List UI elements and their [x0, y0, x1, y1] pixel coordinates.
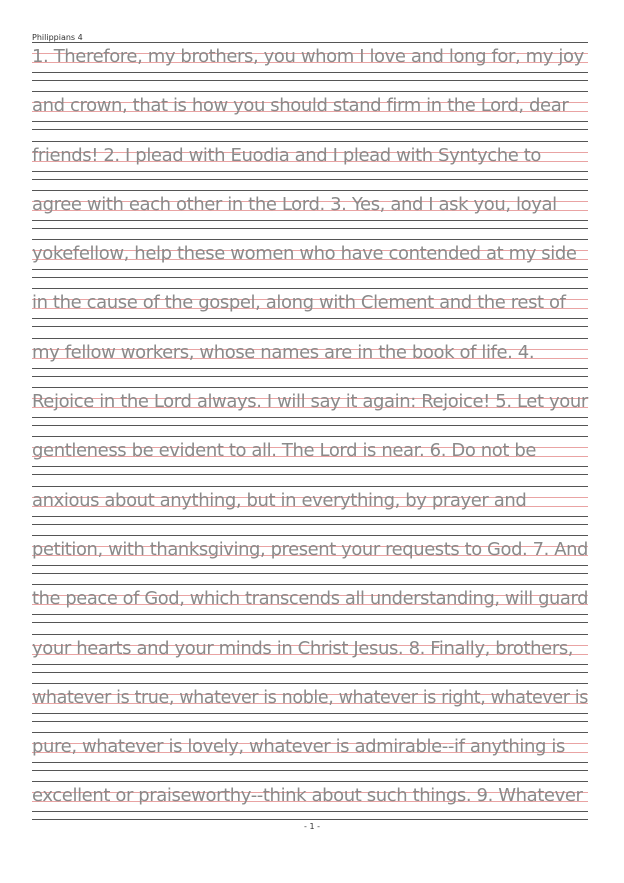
tracing-text: Rejoice in the Lord always. I will say it again: Rejoice! 5. Let your [32, 391, 588, 413]
tracing-text: agree with each other in the Lord. 3. Yes, and I ask you, loyal [32, 193, 557, 215]
practice-line [32, 486, 588, 535]
tracing-text: in the cause of the gospel, along with Clement and the rest of [32, 292, 566, 314]
tracing-text: petition, with thanksgiving, present your requests to God. 7. And [32, 538, 588, 560]
practice-line [32, 584, 588, 633]
practice-line [32, 436, 588, 485]
handwriting-practice-lines [32, 42, 588, 831]
tracing-text: friends! 2. I plead with Euodia and I plead with Syntyche to [32, 144, 542, 166]
tracing-text: pure, whatever is lovely, whatever is admirable--if anything is [32, 736, 565, 758]
practice-line [32, 190, 588, 239]
page-heading: Philippians 4 [32, 33, 83, 42]
practice-line [32, 42, 588, 91]
tracing-text: gentleness be evident to all. The Lord is near. 6. Do not be [32, 440, 537, 462]
tracing-text: 1. Therefore, my brothers, you whom I love and long for, my joy [32, 46, 584, 67]
tracing-text: whatever is true, whatever is noble, whatever is right, whatever is [32, 686, 588, 708]
practice-line [32, 732, 588, 781]
page-number: - 1 - [304, 822, 320, 831]
tracing-text: yokefellow, help these women who have contended at my side [32, 243, 577, 265]
tracing-text: excellent or praiseworthy--think about such things. 9. Whatever [32, 785, 583, 807]
tracing-text: and crown, that is how you should stand firm in the Lord, dear [32, 95, 569, 117]
tracing-text: your hearts and your minds in Christ Jesus. 8. Finally, brothers, [32, 637, 574, 659]
tracing-text: the peace of God, which transcends all understanding, will guard [32, 588, 588, 610]
tracing-text: my fellow workers, whose names are in the book of life. 4. [32, 341, 535, 363]
practice-line [32, 239, 588, 288]
practice-line [32, 338, 588, 387]
practice-line [32, 141, 588, 190]
practice-line [32, 683, 588, 732]
practice-line [32, 634, 588, 683]
tracing-text: anxious about anything, but in everything, by prayer and [32, 489, 527, 511]
practice-line [32, 288, 588, 337]
practice-line [32, 91, 588, 140]
practice-line [32, 387, 588, 436]
practice-line [32, 535, 588, 584]
